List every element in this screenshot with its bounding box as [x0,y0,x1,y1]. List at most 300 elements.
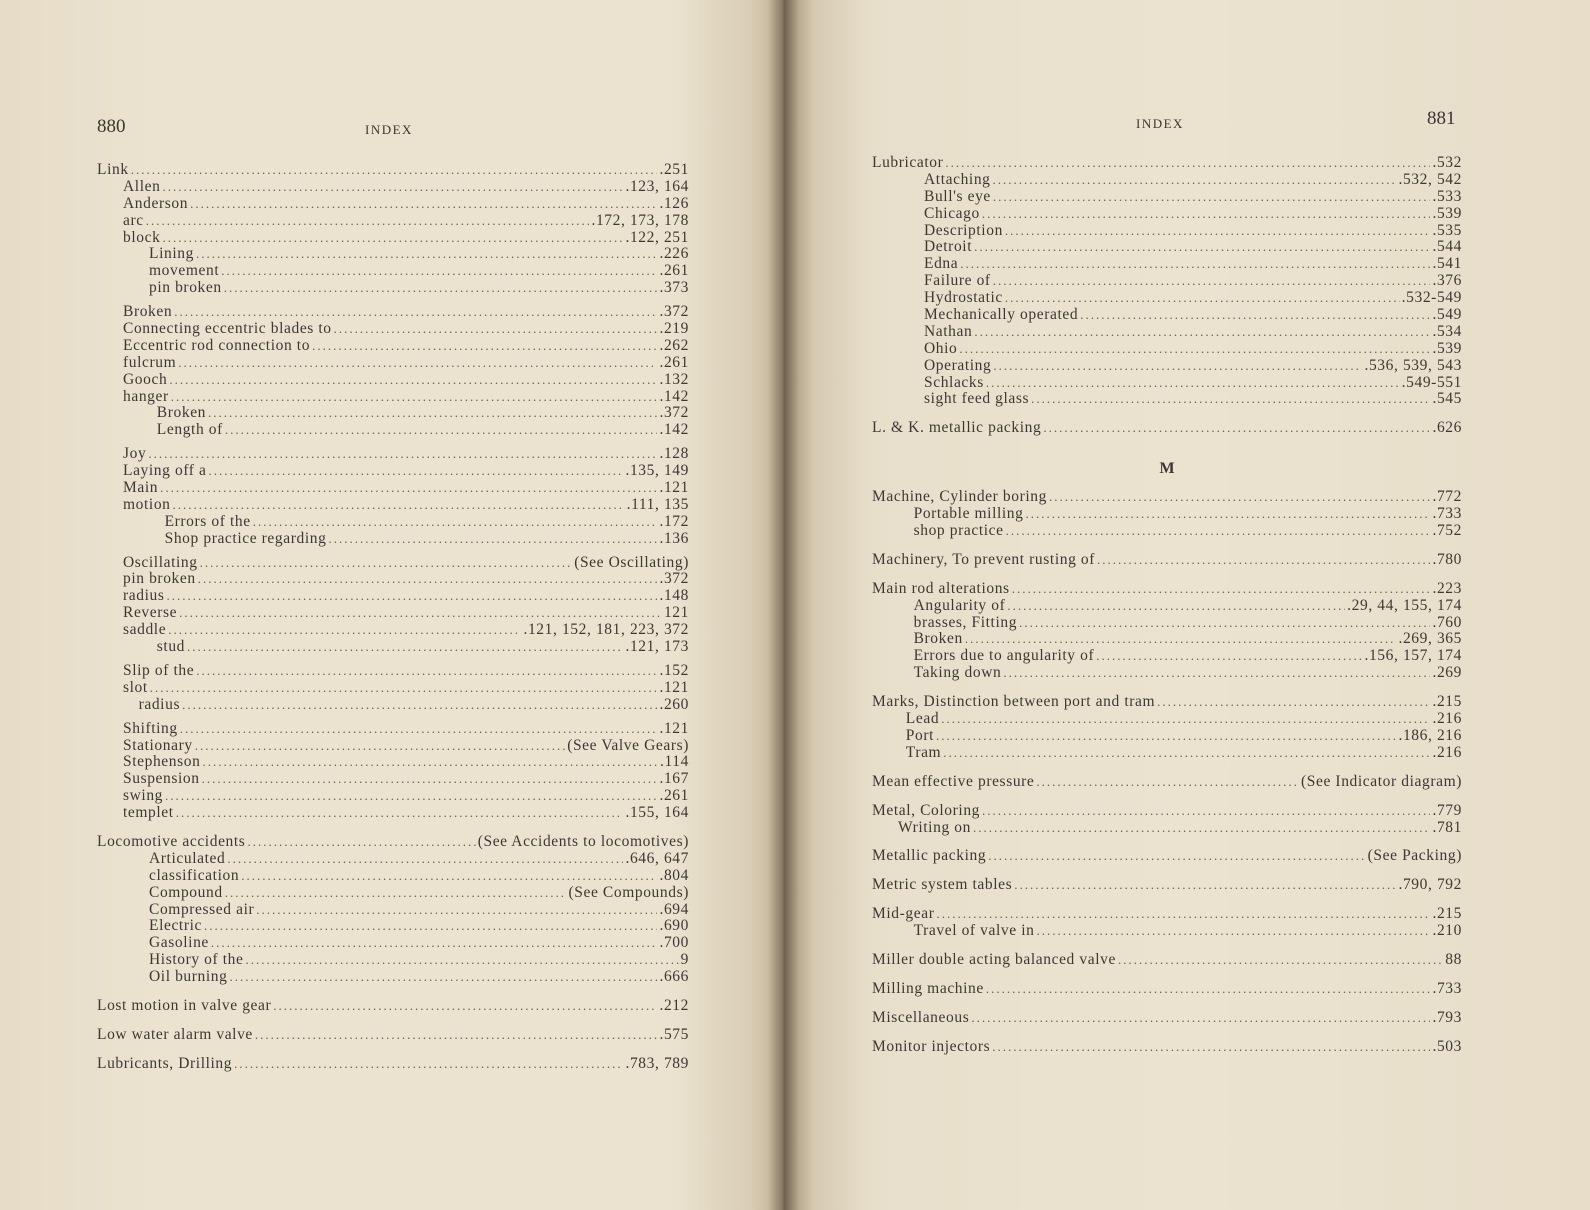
index-entry [872,711,1462,728]
dot-leader [187,639,623,656]
dot-leader [936,728,1396,745]
entry-term: Mean effective pressure [872,772,1035,790]
entry-term: Writing on [898,818,971,836]
entry-term: Suspension [123,770,200,788]
index-entry [97,179,689,196]
entry-term: sight feed glass [924,390,1030,408]
entry-term: Length of [156,421,223,439]
entry-pages: .666 [659,968,689,986]
index-entry [97,788,689,805]
dot-leader [246,952,679,969]
index-entry [872,745,1462,762]
dot-leader [273,998,657,1015]
entry-term: Miscellaneous [872,1008,970,1026]
left-page [0,0,790,1210]
index-entry [872,206,1462,223]
entry-pages: .503 [1432,1037,1462,1055]
entry-pages: .781 [1432,818,1462,836]
index-entry [872,420,1462,437]
page-number: 881 [1427,108,1456,129]
index-entry [97,280,689,297]
index-entry [872,803,1462,820]
dot-leader [982,803,1430,820]
dot-leader [1007,598,1345,615]
entry-pages: 121 [663,604,689,622]
index-entry [872,615,1462,632]
dot-leader [162,179,623,196]
entry-pages: .167 [659,770,689,788]
index-entry [97,571,689,588]
entry-term: Anderson [123,194,189,212]
entry-pages: .549 [1432,306,1462,324]
entry-term: stud [156,638,186,656]
entry-term: Metric system tables [872,876,1013,894]
entry-pages: .535 [1432,221,1462,239]
index-entries-m [872,489,1462,1055]
dot-leader [225,422,658,439]
entry-term: swing [123,787,164,805]
index-entry [872,489,1462,506]
entry-term: classification [149,866,240,884]
entry-pages: .779 [1432,801,1462,819]
dot-leader [1005,290,1400,307]
dot-leader [178,355,657,372]
entry-pages: .128 [659,445,689,463]
entry-term: brasses, Fitting [913,613,1018,631]
entry-term: hanger [123,387,169,405]
dot-leader [1012,581,1431,598]
entry-pages: (See Accidents to locomotives) [477,832,689,850]
entry-pages: 88 [1445,950,1462,968]
index-entry [97,422,689,439]
dot-leader [1043,420,1430,437]
dot-leader [169,372,657,389]
index-entry [97,663,689,680]
entry-pages: 9 [680,951,689,969]
dot-leader [945,155,1430,172]
index-entry [97,771,689,788]
entry-term: Reverse [123,604,178,622]
index-entry [97,902,689,919]
entry-pages: .541 [1432,255,1462,273]
dot-leader [146,213,590,230]
entry-term: Schlacks [924,373,984,391]
entry-term: Port [905,726,935,744]
dot-leader [198,571,658,588]
index-entry [872,820,1462,837]
entry-pages: .373 [659,279,689,297]
index-entry [97,738,689,755]
dot-leader [204,918,657,935]
dot-leader [1019,615,1430,632]
entry-term: radius [123,587,165,605]
entry-term: Errors of the [164,512,251,530]
index-entry [97,952,689,969]
entry-term: Broken [123,303,173,321]
dot-leader [179,605,662,622]
entry-pages: .261 [659,353,689,371]
entry-term: Stephenson [123,753,201,771]
index-entry [872,581,1462,598]
entry-pages: .372 [659,570,689,588]
index-entry [872,598,1462,615]
entry-term: Link [97,161,129,178]
entry-term: Gasoline [149,934,209,952]
entry-term: Shop practice regarding [164,529,327,547]
index-entry [872,631,1462,648]
entry-pages: (See Packing) [1367,847,1462,865]
dot-leader [973,820,1431,837]
dot-leader [173,497,625,514]
entry-pages: .544 [1432,238,1462,256]
entry-pages: .261 [659,262,689,280]
index-entry [97,355,689,372]
entry-term: Broken [156,404,207,422]
dot-leader [971,1010,1430,1027]
entry-pages: .626 [1432,419,1462,437]
index-entry [872,848,1462,865]
index-entry [97,885,689,902]
entry-term: Joy [123,445,147,463]
book-gutter [768,0,798,1210]
entry-term: Slip of the [123,661,195,679]
entry-pages: .121 [659,678,689,696]
entry-term: Lining [149,245,194,263]
dot-leader [227,851,623,868]
dot-leader [253,514,658,531]
entry-pages: .142 [659,421,689,439]
index-entry [872,307,1462,324]
section-letter: M [1159,460,1175,478]
index-entry [872,906,1462,923]
entry-pages: (See Compounds) [568,883,689,901]
entry-term: Description [924,221,1003,239]
dot-leader [1036,923,1430,940]
dot-leader [974,324,1430,341]
entry-term: Mid-gear [872,905,935,923]
index-entry [872,877,1462,894]
dot-leader [208,405,657,422]
entry-pages: .549-551 [1401,373,1462,391]
index-entry [97,555,689,572]
index-entry [97,196,689,213]
entry-term: Milling machine [872,979,984,997]
entry-pages: .122, 251 [625,228,689,246]
entry-term: Gooch [123,370,168,388]
index-entry [872,506,1462,523]
dot-leader [209,463,624,480]
index-entry [872,391,1462,408]
index-entry [97,321,689,338]
entry-term: Lost motion in valve gear [97,996,272,1014]
dot-leader [993,172,1397,189]
entry-term: Portable milling [913,505,1024,523]
entry-term: Taking down [913,664,1002,682]
entry-pages: .700 [659,934,689,952]
index-entry [97,918,689,935]
entry-term: shop practice [913,522,1004,540]
dot-leader [328,531,657,548]
entry-pages: .126 [659,194,689,212]
entry-term: Detroit [924,238,973,256]
dot-leader [1003,665,1430,682]
entry-term: Oil burning [149,968,228,986]
entry-pages: .376 [1432,272,1462,290]
dot-leader [247,834,475,851]
entry-term: History of the [149,951,244,969]
dot-leader [993,358,1362,375]
entry-term: Hydrostatic [924,289,1003,307]
index-entry [97,1027,689,1044]
dot-leader [230,969,658,986]
entry-pages: .251 [659,161,689,178]
entry-term: Machine, Cylinder boring [872,488,1047,506]
dot-leader [174,304,657,321]
dot-leader [312,338,657,355]
index-entry [97,834,689,851]
entry-term: Low water alarm valve [97,1025,253,1043]
index-entry [97,446,689,463]
dot-leader [982,206,1431,223]
dot-leader [256,902,657,919]
dot-leader [1014,877,1396,894]
dot-leader [965,631,1397,648]
entry-term: movement [149,262,220,280]
entry-term: Mechanically operated [924,306,1079,324]
entry-term: Lubricator [872,154,944,171]
entry-term: block [123,228,161,246]
index-entries-l [872,155,1462,437]
entry-term: Edna [924,255,959,273]
entry-term: Operating [924,356,992,374]
entry-pages: .534 [1432,322,1462,340]
index-entry [97,935,689,952]
entry-pages: .262 [659,336,689,354]
entry-pages: .132 [659,370,689,388]
index-entry [97,680,689,697]
dot-leader [195,738,565,755]
dot-leader [168,622,521,639]
dot-leader [255,1027,658,1044]
entry-term: arc [123,211,144,229]
entry-term: Compressed air [149,900,255,918]
entry-pages: .793 [1432,1008,1462,1026]
index-entry [872,172,1462,189]
dot-leader [941,711,1430,728]
dot-leader [225,885,567,902]
entry-term: Main [123,479,159,497]
entry-pages: .733 [1432,505,1462,523]
entry-pages: .111, 135 [626,495,689,513]
index-column-left [97,162,689,1073]
entry-pages: .804 [659,866,689,884]
index-entry [97,639,689,656]
entry-term: pin broken [149,279,222,297]
entry-pages: .136 [659,529,689,547]
entry-term: Laying off a [123,462,207,480]
entry-term: Shifting [123,719,178,737]
entry-term: Locomotive accidents [97,832,246,850]
index-entry [97,851,689,868]
index-entry [97,697,689,714]
dot-leader [993,273,1431,290]
entry-term: Main rod alterations [872,579,1010,597]
entry-term: Failure of [924,272,991,290]
dot-leader [160,480,657,497]
dot-leader [196,663,657,680]
entry-term: Tram [905,743,942,761]
dot-leader [1096,648,1362,665]
dot-leader [202,771,658,788]
entry-pages: .372 [659,303,689,321]
entry-term: Angularity of [913,596,1006,614]
entry-term: Lubricants, Drilling [97,1054,233,1072]
index-entry [872,358,1462,375]
entry-pages: (See Oscillating) [574,553,689,571]
entry-term: Eccentric rod connection to [123,336,311,354]
entry-pages: .260 [659,695,689,713]
index-entry [872,1010,1462,1027]
entry-term: Chicago [924,204,980,222]
dot-leader [992,1039,1430,1056]
index-entry [872,648,1462,665]
entry-term: Travel of valve in [913,922,1035,940]
index-entry [872,223,1462,240]
dot-leader [936,906,1430,923]
dot-leader [148,446,657,463]
index-entry [872,1039,1462,1056]
entry-term: motion [123,495,171,513]
entry-term: Monitor injectors [872,1037,991,1055]
dot-leader [988,848,1365,865]
dot-leader [986,981,1431,998]
dot-leader [190,196,657,213]
entry-term: Broken [913,630,963,648]
dot-leader [943,745,1430,762]
entry-pages: .215 [1432,693,1462,711]
right-page [790,0,1590,1210]
entry-pages: .186, 216 [1398,726,1462,744]
index-column-right [872,155,1462,1056]
entry-term: Bull's eye [924,187,991,205]
dot-leader [171,389,658,406]
entry-pages: .539 [1432,204,1462,222]
index-entry [97,998,689,1015]
dot-leader [224,280,658,297]
entry-term: fulcrum [123,353,177,371]
index-entry [97,338,689,355]
index-entry [97,162,689,179]
dot-leader [200,555,573,572]
entry-pages: .372 [659,404,689,422]
entry-pages: .29, 44, 155, 174 [1347,596,1462,614]
entry-term: Compound [149,883,223,901]
index-entry [872,728,1462,745]
dot-leader [196,246,658,263]
index-entry [97,754,689,771]
index-entry [872,774,1462,791]
index-entry [97,497,689,514]
entry-pages: .152 [659,661,689,679]
dot-leader [959,341,1430,358]
entry-pages: .155, 164 [625,804,689,822]
entry-pages: .536, 539, 543 [1364,356,1462,374]
running-head: INDEX [1136,116,1184,131]
index-entry [97,480,689,497]
entry-pages: .172, 173, 178 [591,211,689,229]
dot-leader [1049,489,1431,506]
entry-pages: .215 [1432,905,1462,923]
dot-leader [1005,223,1431,240]
index-entry [872,341,1462,358]
index-entry [872,324,1462,341]
dot-leader [234,1056,623,1073]
entry-term: Marks, Distinction between port and tram [872,693,1156,711]
entry-pages: .121, 173 [625,638,689,656]
entry-pages: .690 [659,917,689,935]
dot-leader [1006,523,1431,540]
index-entry [97,531,689,548]
dot-leader [150,680,658,697]
index-entry [872,375,1462,392]
index-entry [97,605,689,622]
dot-leader [960,256,1430,273]
entry-pages: .212 [659,996,689,1014]
index-entry [97,588,689,605]
entry-pages: .121 [659,479,689,497]
dot-leader [1036,774,1299,791]
entry-pages: .269, 365 [1398,630,1462,648]
entry-pages: .790, 792 [1398,876,1462,894]
entry-pages: .123, 164 [625,177,689,195]
index-entry [97,868,689,885]
entry-pages: .752 [1432,522,1462,540]
entry-pages: .780 [1432,550,1462,568]
entry-term: Oscillating [123,553,198,571]
index-entry [97,463,689,480]
dot-leader [180,721,658,738]
dot-leader [1118,952,1443,969]
entry-pages: .539 [1432,339,1462,357]
index-entry [97,721,689,738]
dot-leader [1097,552,1430,569]
index-entry [872,552,1462,569]
index-entry [872,155,1462,172]
dot-leader [182,697,657,714]
entry-pages: .223 [1432,579,1462,597]
entry-term: Ohio [924,339,958,357]
entry-pages: .646, 647 [625,849,689,867]
dot-leader [334,321,658,338]
entry-pages: .216 [1432,743,1462,761]
dot-leader [986,375,1400,392]
entry-pages: .148 [659,587,689,605]
entry-pages: (See Indicator diagram) [1301,772,1462,790]
entry-pages: .783, 789 [625,1054,689,1072]
entry-pages: .575 [659,1025,689,1043]
entry-pages: .733 [1432,979,1462,997]
entry-term: Connecting eccentric blades to [123,320,332,338]
index-entry [97,246,689,263]
dot-leader [165,788,657,805]
dot-leader [1157,694,1430,711]
entry-term: Errors due to angularity of [913,647,1095,665]
index-entry [97,622,689,639]
dot-leader [974,239,1430,256]
dot-leader [176,805,624,822]
index-entry [97,969,689,986]
dot-leader [162,230,623,247]
